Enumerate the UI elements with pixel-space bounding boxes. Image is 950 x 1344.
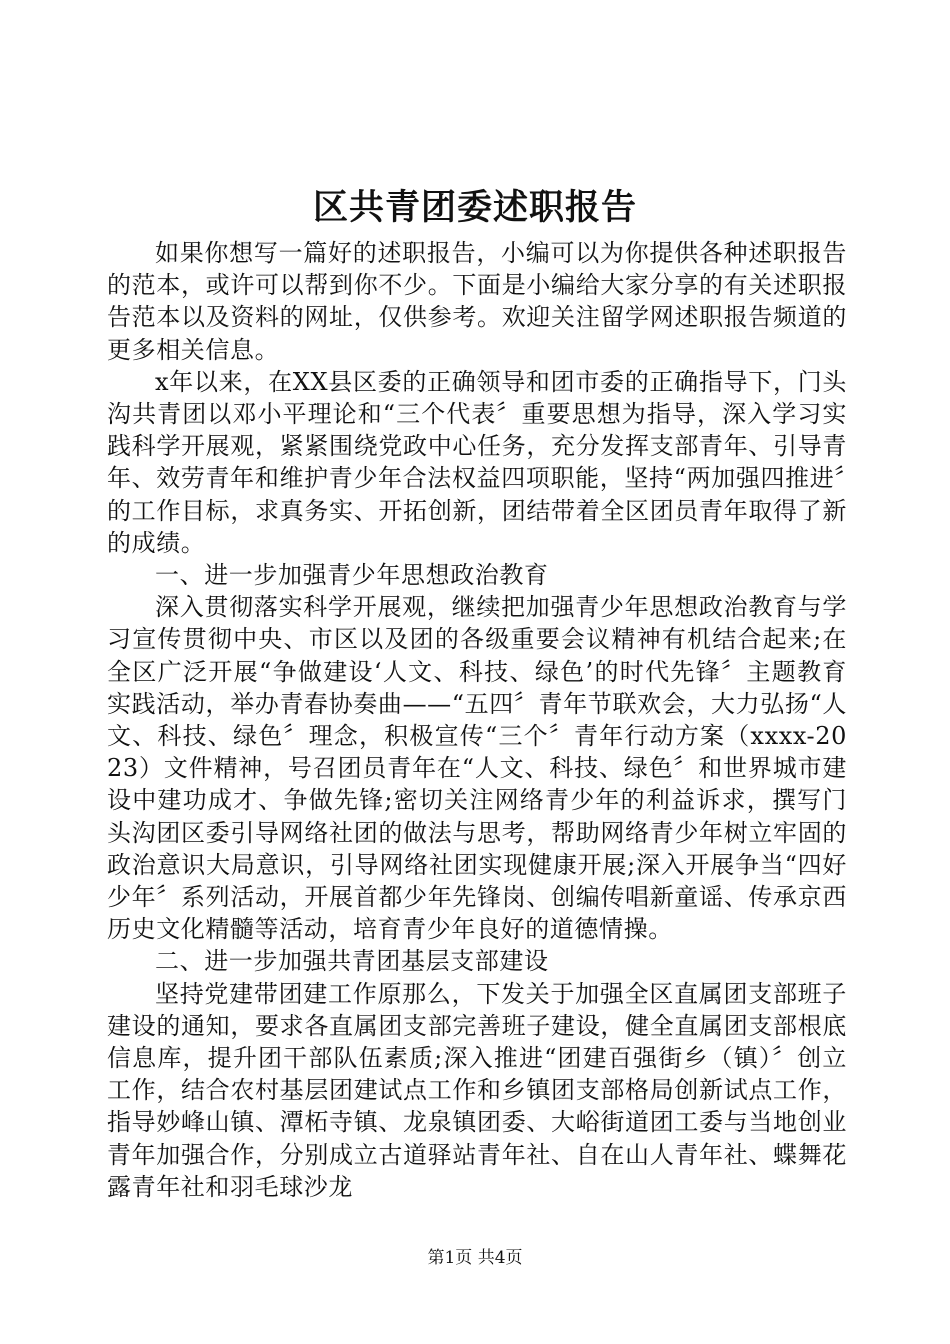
overview-paragraph: x年以来，在XX县区委的正确领导和团市委的正确指导下，门头沟共青团以邓小平理论和“三个代表〞重要思想为指导，深入学习实践科学开展观，紧紧围绕党政中心任务，充分发挥支部青年、引导青年、效劳青年和维护青少年合法权益四项职能，坚持“两加强四推进〞的工作目标，求真务实、开拓创新，团结带着全区团员青年取得了新的成绩。 bbox=[107, 367, 847, 557]
section-2-paragraph: 坚持党建带团建工作原那么，下发关于加强全区直属团支部班子建设的通知，要求各直属团支部完善班子建设，健全直属团支部根底信息库，提升团干部队伍素质;深入推进“团建百强街乡（镇）〞创立工作，结合农村基层团建试点工作和乡镇团支部格局创新试点工作，指导妙峰山镇、潭柘寺镇、龙泉镇团委、大峪街道团工委与当地创业青年加强合作，分别成立古道驿站青年社、自在山人青年社、蝶舞花露青年社和羽毛球沙龙 bbox=[107, 979, 847, 1201]
document-body bbox=[107, 237, 847, 1203]
section-heading-1: 一、进一步加强青少年思想政治教育 bbox=[155, 561, 549, 590]
document-title: 区共青团委述职报告 bbox=[312, 188, 637, 228]
page-number-footer: 第1页 共4页 bbox=[427, 1248, 523, 1268]
section-1-paragraph: 深入贯彻落实科学开展观，继续把加强青少年思想政治教育与学习宣传贯彻中央、市区以及团的各级重要会议精神有机结合起来;在全区广泛开展“争做建设‘人文、科技、绿色’的时代先锋〞主题教育实践活动，举办青春协奏曲——“五四〞青年节联欢会，大力弘扬“人文、科技、绿色〞理念，积极宣传“三个〞青年行动方案（xxxx-2023）文件精神，号召团员青年在“人文、科技、绿色〞和世界城市建设中建功成才、争做先锋;密切关注网络青少年的利益诉求，撰写门头沟团区委引导网络社团的做法与思考，帮助网络青少年树立牢固的政治意识大局意识，引导网络社团实现健康开展;深入开展争当“四好少年〞系列活动，开展首都少年先锋岗、创编传唱新童谣、传承京西历史文化精髓等活动，培育青少年良好的道德情操。 bbox=[107, 593, 847, 944]
section-heading-2: 二、进一步加强共青团基层支部建设 bbox=[155, 947, 549, 976]
intro-paragraph: 如果你想写一篇好的述职报告，小编可以为你提供各种述职报告的范本，或许可以帮到你不少。下面是小编给大家分享的有关述职报告范本以及资料的网址，仅供参考。欢迎关注留学网述职报告频道的更多相关信息。 bbox=[107, 239, 847, 364]
